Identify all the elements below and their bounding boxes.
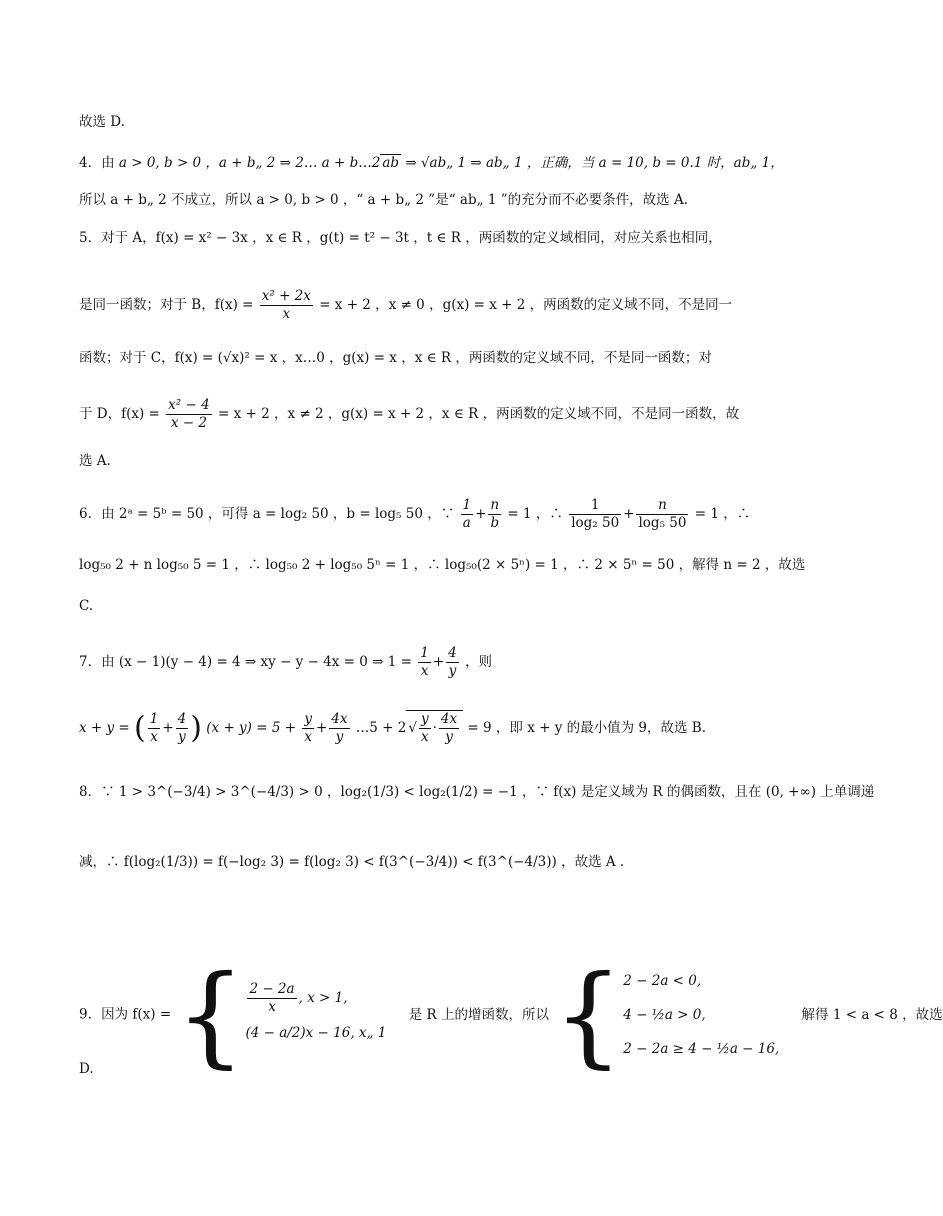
s7-l2c: …5 + 2 <box>355 720 407 736</box>
plus: + <box>475 506 487 522</box>
fraction-den: x <box>420 729 429 745</box>
s6-pre: 6．由 2ᵃ = 5ᵇ = 50 ，可得 a = log₂ 50 ，b = log₅ 50 ，∵ <box>79 506 455 522</box>
solution-7-line1: 7．由 (x − 1)(y − 4) = 4 ⇒ xy − y − 4x = 0 ⇒ 1 = $\frac{1}{x}$ + $\frac{4}{y}$ ，则 <box>79 645 493 679</box>
fraction-h1 <box>302 711 314 746</box>
fraction-num: y <box>420 711 429 727</box>
fraction-den: x <box>420 663 429 679</box>
fraction-num: 1 <box>569 497 621 515</box>
solution-6-line1: 6．由 2ᵃ = 5ᵇ = 50 ，可得 a = log₂ 50 ，b = log₅ 50 ，∵ $\frac{1}{a}$ + $\frac{n}{b}$ = 1 ，∴ $\frac{1}{\text{log₂ 50}}$ + $\frac{n}{\text{log₅ 50}}$ = 1 ，∴ <box>79 497 751 531</box>
fraction-den: b <box>490 515 500 531</box>
s7-l2d: = 9 ，即 x + y 的最小值为 9，故选 B. <box>467 720 707 736</box>
fraction-h2 <box>329 711 349 746</box>
solution-8-line1: 8．∵ 1 > 3^(−3/4) > 3^(−4/3) > 0 ，log₂(1/3) < log₂(1/2) = −1 ，∵ f(x) 是定义域为 R 的偶函数，且在 (0, +∞) 上单调递 <box>79 784 875 800</box>
condition-1: 2 − 2a < 0, <box>623 973 702 989</box>
solution-4-number: 4．由 <box>79 155 115 171</box>
fraction-d-num: x² − 4 <box>168 397 210 413</box>
fraction-num: y <box>304 711 312 727</box>
fraction-g2 <box>176 711 189 746</box>
fraction-d-den: x − 2 <box>170 415 207 431</box>
fraction-b-den: x <box>282 306 291 322</box>
solution-7-line2: x + y = ( $\frac{1}{x}$ + $\frac{4}{y}$ ) (x + y) = 5 + $\frac{y}{x}$ + $\frac{4x}{y}$ …5 + 2 √ $\frac{y}{x}$ · $\frac{4x}{y}$ = 9 ，即 x + y 的最小值为 9，故选 B. <box>79 710 707 746</box>
s9-post: 解得 1 < a < 8 ，故选 <box>801 1006 943 1023</box>
fraction-r2 <box>439 711 459 746</box>
fraction-num: 1 <box>149 711 159 727</box>
solution-6-line2: log₅₀ 2 + n log₅₀ 5 = 1 ，∴ log₅₀ 2 + log₅₀ 5ⁿ = 1 ，∴ log₅₀(2 × 5ⁿ) = 1 ，∴ 2 × 5ⁿ = 50 ，解得 n = 2 ，故选 <box>79 557 806 573</box>
fraction-4-y <box>446 645 459 680</box>
fraction-b <box>260 288 313 323</box>
piecewise-f <box>245 981 386 1050</box>
fraction-den: y <box>445 729 453 745</box>
b-pre: 是同一函数；对于 B，f(x) = <box>79 297 254 313</box>
fraction-den: y <box>448 663 457 679</box>
paren-open: ( <box>134 710 146 746</box>
solution-4-line1 <box>79 153 784 173</box>
fraction-num: 1 <box>420 645 429 661</box>
brace-left-2: { <box>553 951 624 1079</box>
s7-post: ，则 <box>465 654 493 670</box>
d-pre: 于 D，f(x) = <box>79 406 160 422</box>
fraction-num: n <box>490 497 500 513</box>
fraction-num: 2 − 2a <box>249 980 295 997</box>
solution-6-end: C. <box>79 598 94 614</box>
fraction-num: 4x <box>331 711 348 727</box>
fraction-p1 <box>247 981 296 1016</box>
fraction-num: 4 <box>448 645 457 661</box>
s7-l2b: (x + y) = 5 + <box>206 720 297 736</box>
fraction-1-a <box>461 497 474 532</box>
fraction-num: 1 <box>462 497 472 513</box>
solution-5-d-line <box>79 397 739 432</box>
fraction-g1 <box>148 711 161 746</box>
fraction-den: x <box>304 729 312 745</box>
line-3-end: 故选 D. <box>79 114 125 130</box>
piecewise-row-2: (4 − a/2)x − 16, x„ 1 <box>245 1024 387 1041</box>
s9-mid: 是 R 上的增函数，所以 <box>408 1006 549 1023</box>
fraction-den: a <box>462 515 471 531</box>
fraction-den: y <box>335 729 344 745</box>
solution-5-line1: 5．对于 A，f(x) = x² − 3x ，x ∈ R ，g(t) = t² − 3t ，t ∈ R ，两函数的定义域相同，对应关系也相同， <box>79 230 722 246</box>
d-post: = x + 2 ，x ≠ 2 ，g(x) = x + 2 ，x ∈ R ，两函数的定义域不同，不是同一函数，故 <box>217 406 740 422</box>
brace-left-1: { <box>175 951 246 1079</box>
solution-4-part-a: a > 0, b > 0 ，a + b„ 2 ⇒ 2… a + b…2 <box>118 155 381 171</box>
s9-pre: 9．因为 f(x) = <box>79 1006 172 1023</box>
solution-4-line2: 所以 a + b„ 2 不成立，所以 a > 0, b > 0 ，“ a + b„ 2 ”是“ ab„ 1 ”的充分而不必要条件，故选 A. <box>79 192 688 208</box>
condition-2: 4 − ½a > 0, <box>623 1007 706 1023</box>
s6-post: = 1 ，∴ <box>694 506 751 522</box>
solution-5-b-line <box>79 288 732 323</box>
condition-system <box>623 964 779 1066</box>
fraction-r1 <box>419 711 431 746</box>
piecewise-cond-1: , x > 1, <box>298 989 348 1006</box>
s7-l2a: x + y = <box>79 720 130 736</box>
fraction-den: y <box>178 729 186 745</box>
sqrt-ab: ab <box>382 155 400 171</box>
fraction-1-log2 <box>569 497 621 532</box>
fraction-1-x <box>418 645 431 680</box>
fraction-den: x <box>268 998 276 1015</box>
sqrt-product: √ $\frac{y}{x}$ · $\frac{4x}{y}$ <box>406 710 463 746</box>
fraction-n-b <box>488 497 501 532</box>
s7-pre: 7．由 (x − 1)(y − 4) = 4 ⇒ xy − y − 4x = 0 ⇒ 1 = <box>79 654 412 670</box>
piecewise-row-1 <box>245 981 386 1016</box>
condition-3: 2 − 2a ≥ 4 − ½a − 16, <box>623 1041 780 1057</box>
fraction-num: 4 <box>177 711 187 727</box>
fraction-den: log₂ 50 <box>571 515 620 531</box>
s6-mid: = 1 ，∴ <box>507 506 563 522</box>
fraction-num: 4x <box>440 711 458 727</box>
solution-9-end: D. <box>79 1061 94 1077</box>
solution-5-c-line: 函数；对于 C，f(x) = (√x)² = x ，x…0 ，g(x) = x ，x ∈ R ，两函数的定义域不同，不是同一函数；对 <box>79 350 712 366</box>
b-post: = x + 2 ，x ≠ 0 ，g(x) = x + 2 ，两函数的定义域不同，不是同一 <box>319 297 733 313</box>
fraction-den: log₅ 50 <box>638 515 687 531</box>
solution-4-part-b: ⇒ √ab„ 1 ⇒ ab„ 1 ，正确，当 a = 10, b = 0.1 时，ab„ 1， <box>405 155 784 171</box>
fraction-num: n <box>636 497 688 515</box>
solution-9-line <box>79 951 943 1079</box>
fraction-n-log5 <box>636 497 688 532</box>
solution-5-end: 选 A. <box>79 453 111 469</box>
solution-8-line2: 减，∴ f(log₂(1/3)) = f(−log₂ 3) = f(log₂ 3) < f(3^(−3/4)) < f(3^(−4/3)) ，故选 A . <box>79 854 625 870</box>
paren-close: ) <box>190 710 202 746</box>
fraction-d <box>166 397 212 432</box>
fraction-b-num: x² + 2x <box>261 288 311 304</box>
fraction-den: x <box>150 729 158 745</box>
